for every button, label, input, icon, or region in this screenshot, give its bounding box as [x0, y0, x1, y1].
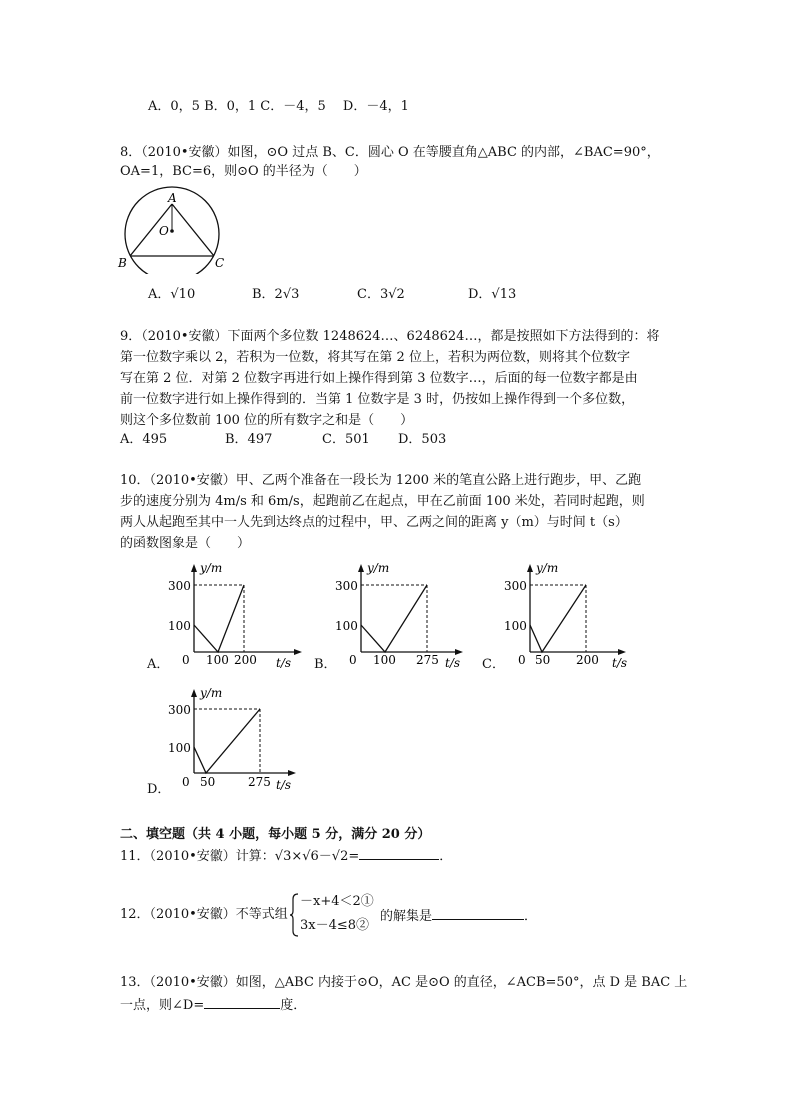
- graph-c-origin: 0: [518, 653, 526, 667]
- q10-line2: 步的速度分别为 4m/s 和 6m/s，起跑前乙在起点，甲在乙前面 100 米处，若同时起跑，则: [120, 494, 645, 509]
- graph-b-origin: 0: [349, 653, 357, 667]
- graph-a-x-tick-1: 100: [206, 653, 229, 667]
- graph-d-origin: 0: [182, 775, 190, 789]
- q10-line4: 的函数图象是（ ）: [120, 536, 251, 551]
- graph-b-y-label: y/m: [367, 561, 390, 575]
- graph-d-x-tick-2: 275: [248, 775, 271, 789]
- q11-line: [120, 845, 452, 867]
- q8-circle-figure: [116, 184, 236, 274]
- q9-line5: 则这个多位数前 100 位的所有数字之和是（ ）: [120, 413, 414, 428]
- graph-b-y-tick-300: 300: [335, 579, 358, 593]
- q13-suffix: 度．: [280, 998, 307, 1013]
- q8-line2: OA=1，BC=6，则⊙O 的半径为（ ）: [120, 164, 367, 179]
- q11-expression: √3×√6－√2=: [274, 849, 360, 864]
- q9-line4: 前一位数字进行如上操作得到的．当第 1 位数字是 3 时，仍按如上操作得到一个多位数，: [120, 392, 635, 407]
- graph-a-y-label: y/m: [200, 561, 223, 575]
- graph-b-x-tick-2: 275: [416, 653, 439, 667]
- q13-line1: 13．（2010•安徽）如图，△ABC 内接于⊙O，AC 是⊙O 的直径，∠ACB=50°，点 D 是 BAC 上: [120, 975, 688, 990]
- graph-d-y-tick-300: 300: [168, 703, 191, 717]
- q12-answer-line: [380, 905, 537, 927]
- graph-a-y-tick-300: 300: [168, 579, 191, 593]
- graph-c-y-tick-300: 300: [504, 579, 527, 593]
- graph-d: [166, 685, 306, 800]
- q8-option-d: D．√13: [468, 287, 517, 302]
- q12-middle: 的解集是: [380, 909, 433, 924]
- q12-answer-blank[interactable]: [432, 905, 524, 920]
- q13-line2: [120, 994, 306, 1016]
- q13-answer-blank[interactable]: [204, 994, 280, 1009]
- q9-line3: 写在第 2 位．对第 2 位数字再进行如上操作得到第 3 位数字…，后面的每一位数字都是由: [120, 371, 638, 386]
- graph-c-y-label: y/m: [536, 561, 559, 575]
- graph-c-letter: C．: [482, 657, 505, 672]
- label-a: A: [168, 191, 177, 205]
- q9-option-a: A．495: [120, 432, 168, 447]
- graph-c-x-label: t/s: [612, 656, 628, 670]
- q10-line1: 10．（2010•安徽）甲、乙两个准备在一段长为 1200 米的笔直公路上进行跑步，甲、乙跑: [120, 473, 642, 488]
- q12-inequality-2: 3x－4≤8②: [300, 918, 370, 933]
- graph-d-x-tick-1: 50: [200, 775, 216, 789]
- q11-suffix: ．: [439, 849, 453, 864]
- q8-option-b: B．2√3: [252, 287, 300, 302]
- q12-suffix: ．: [524, 909, 538, 924]
- q9-option-d: D．503: [398, 432, 447, 447]
- label-c: C: [215, 256, 225, 270]
- q11-prefix: 11．（2010•安徽）计算：: [120, 849, 275, 864]
- graph-a: [166, 560, 306, 675]
- graph-d-y-tick-100: 100: [168, 741, 191, 755]
- graph-d-letter: D．: [147, 782, 171, 797]
- graph-a-letter: A．: [147, 657, 170, 672]
- q11-answer-blank[interactable]: [359, 845, 439, 860]
- graph-b: [333, 560, 473, 675]
- graph-b-letter: B．: [314, 657, 337, 672]
- q9-option-b: B．497: [225, 432, 273, 447]
- graph-c-y-tick-100: 100: [504, 619, 527, 633]
- label-b: B: [118, 256, 127, 270]
- q12-brace: [289, 893, 299, 937]
- graph-b-y-tick-100: 100: [335, 619, 358, 633]
- graph-c-x-tick-2: 200: [576, 653, 599, 667]
- graph-a-x-tick-2: 200: [234, 653, 257, 667]
- q12-inequality-1: －x+4＜2①: [300, 894, 374, 909]
- q8-line1: 8．（2010•安徽）如图，⊙O 过点 B、C．圆心 O 在等腰直角△ABC 的内部，∠BAC=90°，: [120, 145, 660, 160]
- graph-c: [502, 560, 642, 675]
- graph-c-x-tick-1: 50: [535, 653, 551, 667]
- graph-b-x-label: t/s: [445, 656, 461, 670]
- q9-line1: 9．（2010•安徽）下面两个多位数 1248624…、6248624…，都是按照如下方法得到的：将: [120, 329, 660, 344]
- label-o: O: [159, 224, 169, 238]
- q8-option-a: A．√10: [148, 287, 196, 302]
- q8-option-c: C．3√2: [357, 287, 405, 302]
- q9-line2: 第一位数字乘以 2，若积为一位数，将其写在第 2 位上，若积为两位数，则将其个位数字: [120, 350, 630, 365]
- graph-a-y-tick-100: 100: [168, 619, 191, 633]
- graph-a-x-label: t/s: [276, 656, 292, 670]
- graph-b-x-tick-1: 100: [373, 653, 396, 667]
- graph-d-x-label: t/s: [276, 778, 292, 792]
- graph-a-origin: 0: [182, 653, 190, 667]
- q10-line3: 两人从起跑至其中一人先到达终点的过程中，甲、乙两之间的距离 y（m）与时间 t（s）: [120, 515, 628, 530]
- q12-prefix: 12．（2010•安徽）不等式组: [120, 907, 288, 922]
- q9-option-c: C．501: [322, 432, 370, 447]
- graph-d-y-label: y/m: [200, 686, 223, 700]
- q7-options: A．0，5 B．0，1 C．－4，5 D．－4，1: [148, 99, 409, 114]
- q13-prefix: 一点，则∠D=: [120, 998, 205, 1013]
- section-2-heading: 二、填空题（共 4 小题，每小题 5 分，满分 20 分）: [120, 827, 431, 842]
